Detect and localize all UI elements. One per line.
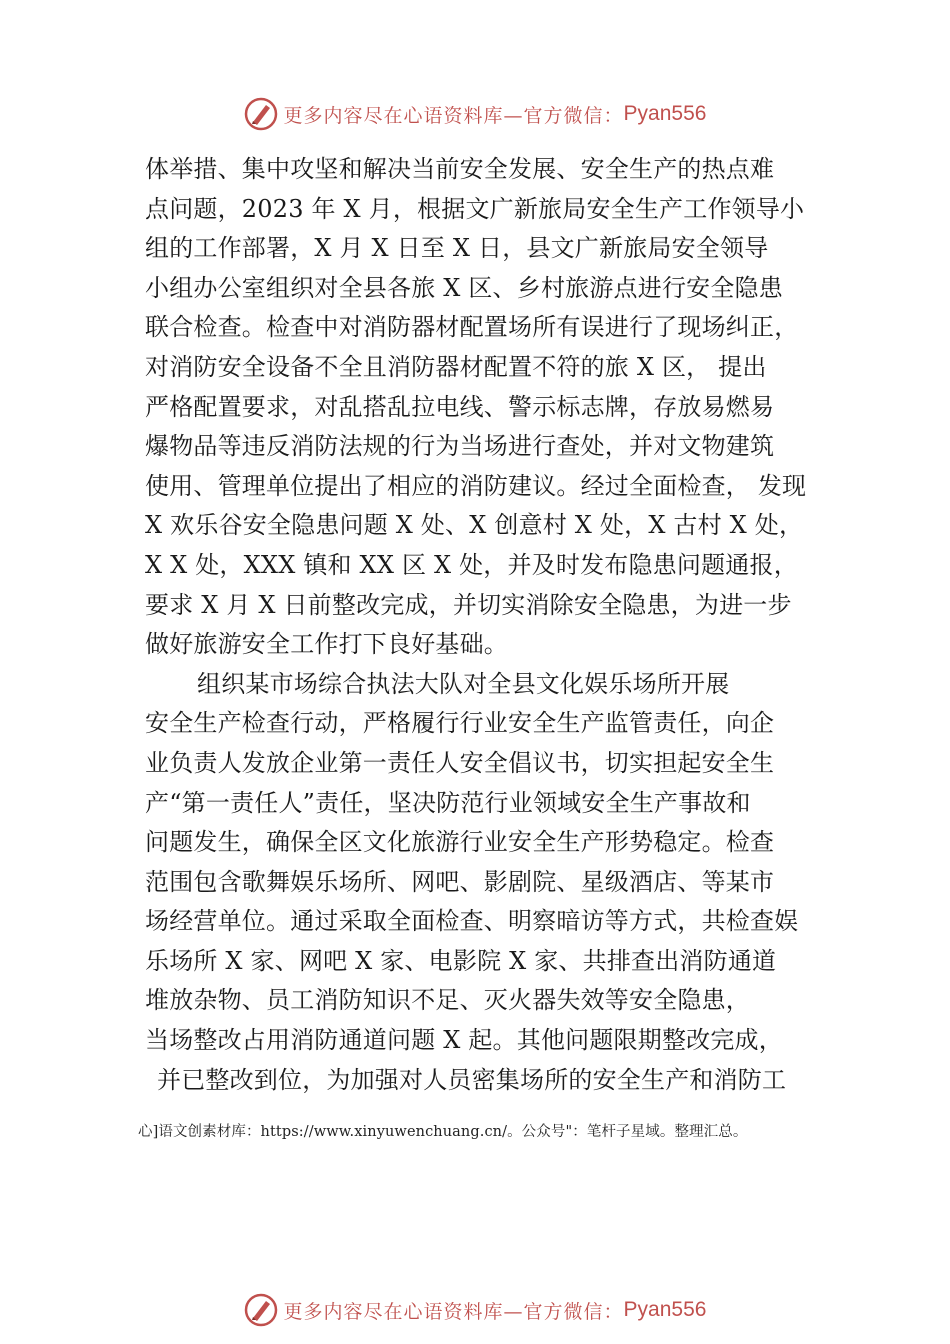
text-line: 当场整改占用消防通道问题 X 起。其他问题限期整改完成， (145, 1026, 783, 1055)
text-line: 范围包含歌舞娱乐场所、网吧、影剧院、星级酒店、等某市 (145, 867, 775, 896)
text-line: 场经营单位。通过采取全面检查、明察暗访等方式，共检查娱 (145, 907, 799, 936)
text-line: 爆物品等违反消防法规的行为当场进行查处，并对文物建筑 (145, 432, 775, 461)
text-line: 堆放杂物、员工消防知识不足、灭火器失效等安全隐患， (145, 986, 750, 1015)
text-line: 点问题，2023 年 X 月，根据文广新旅局安全生产工作领导小 (145, 194, 805, 223)
footer-banner (0, 1290, 950, 1330)
text-line: 做好旅游安全工作打下良好基础。 (145, 630, 508, 659)
header-banner-wechat: Pyan556 (623, 102, 707, 125)
text-line: 使用、管理单位提出了相应的消防建议。经过全面检查， 发现 (145, 471, 807, 500)
text-line: 体举措、集中攻坚和解决当前安全发展、安全生产的热点难 (145, 155, 775, 183)
text-line: 乐场所 X 家、网吧 X 家、电影院 X 家、共排查出消防通道 (145, 946, 777, 975)
document-body (145, 150, 825, 1100)
footer-banner-wechat: Pyan556 (623, 1298, 707, 1321)
paragraph-start-line: 组织某市场综合执法大队对全县文化娱乐场所开展 (197, 669, 730, 698)
text-line: 对消防安全设备不全且消防器材配置不符的旅 X 区， 提出 (145, 352, 767, 381)
text-line: 并已整改到位，为加强对人员密集场所的安全生产和消防工 (157, 1065, 787, 1094)
text-line: 联合检查。检查中对消防器材配置场所有误进行了现场纠正， (145, 313, 799, 342)
text-line: 要求 X 月 X 日前整改完成，并切实消除安全隐患，为进一步 (145, 590, 792, 619)
text-line: 问题发生，确保全区文化旅游行业安全生产形势稳定。检查 (145, 828, 775, 857)
source-footer-line: 心]语文创素材库：https://www.xinyuwenchuang.cn/。公众号"：笔杆子星域。整理汇总。 (138, 1124, 748, 1140)
text-line: 安全生产检查行动，严格履行行业安全生产监管责任，向企 (145, 709, 775, 738)
text-line: 组的工作部署，X 月 X 日至 X 日，县文广新旅局安全领导 (145, 234, 769, 263)
header-banner (0, 94, 950, 134)
header-banner-text: 更多内容尽在心语资料库—官方微信： (283, 104, 624, 127)
text-line: X X 处，XXX 镇和 XX 区 X 处，并及时发布隐患问题通报， (145, 550, 798, 579)
pen-seal-icon (244, 97, 278, 131)
text-line: 业负责人发放企业第一责任人安全倡议书，切实担起安全生 (145, 748, 775, 777)
text-line: 严格配置要求，对乱搭乱拉电线、警示标志牌，存放易燃易 (145, 392, 775, 421)
text-line: 产“第一责任人”责任，坚决防范行业领域安全生产事故和 (145, 788, 751, 817)
text-line: X 欢乐谷安全隐患问题 X 处、X 创意村 X 处，X 古村 X 处， (145, 511, 804, 540)
text-line: 小组办公室组织对全县各旅 X 区、乡村旅游点进行安全隐患 (145, 273, 783, 302)
footer-banner-text: 更多内容尽在心语资料库—官方微信： (283, 1300, 624, 1323)
pen-seal-icon (244, 1293, 278, 1327)
